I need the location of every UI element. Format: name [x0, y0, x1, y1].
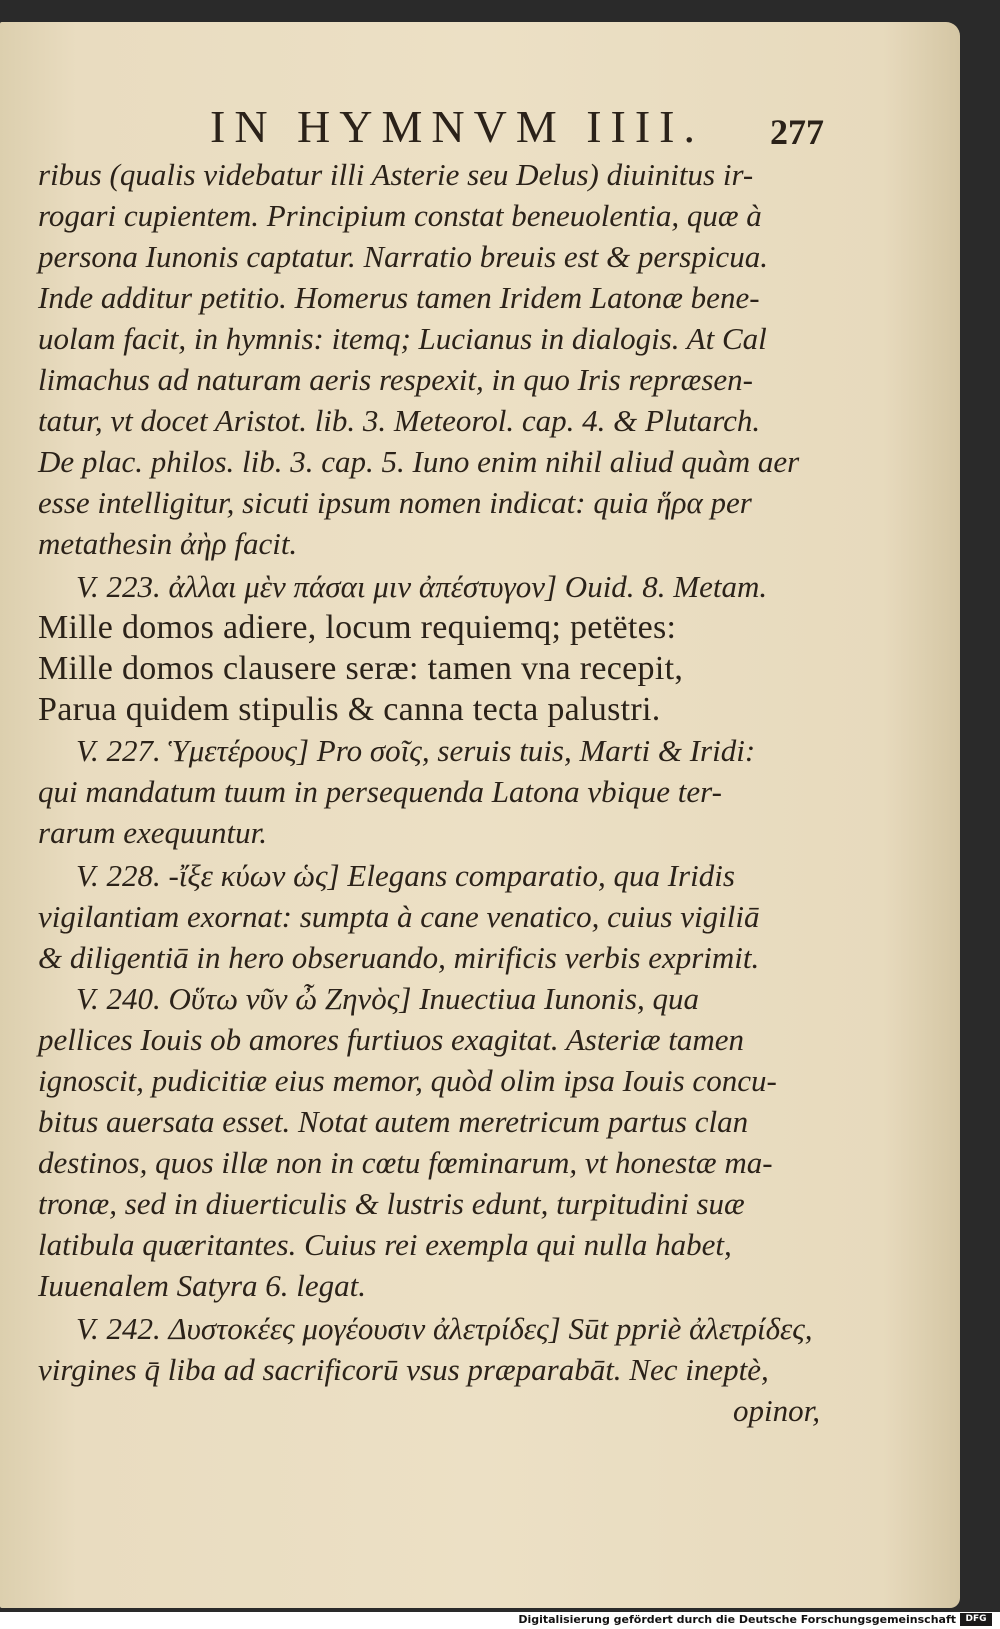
- text-line: tatur, vt docet Aristot. lib. 3. Meteorol. cap. 4. & Plutarch.: [38, 403, 761, 438]
- text-line: qui mandatum tuum in persequenda Latona vbique ter-: [38, 774, 722, 809]
- text-line: vigilantiam exornat: sumpta à cane venatico, cuius vigiliā: [38, 899, 760, 934]
- text-line: latibula quæritantes. Cuius rei exempla qui nulla habet,: [38, 1227, 732, 1262]
- text-line: ignoscit, pudicitiæ eius memor, quòd olim ipsa Iouis concu-: [38, 1063, 777, 1098]
- body-text: [38, 154, 828, 1431]
- catchword: opinor,: [733, 1393, 820, 1428]
- verse-reference: V. 240. Οὕτω νῦν ὦ Ζηνὸς] Inuectiua Iunonis, qua: [76, 981, 700, 1016]
- book-page: [0, 22, 960, 1608]
- text-line: virgines q̄ liba ad sacrificorū vsus præparabāt. Nec ineptè,: [38, 1352, 769, 1387]
- text-line: De plac. philos. lib. 3. cap. 5. Iuno enim nihil aliud quàm aer: [38, 444, 800, 479]
- quoted-verse: Mille domos clausere seræ: tamen vna recepit,: [38, 650, 684, 687]
- page-number: 277: [770, 112, 824, 152]
- funding-credit: Digitalisierung gefördert durch die Deutsche Forschungsgemeinschaft: [518, 1613, 956, 1626]
- page-header: [0, 84, 960, 152]
- text-line: & diligentiā in hero obseruando, mirificis verbis exprimit.: [38, 940, 760, 975]
- verse-reference: V. 223. ἀλλαι μὲν πάσαι μιν ἀπέστυγον] Ouid. 8. Metam.: [76, 569, 768, 604]
- text-line: bitus auersata esset. Notat autem meretricum partus clan: [38, 1104, 749, 1139]
- text-line: destinos, quos illæ non in cœtu fœminarum, vt honestæ ma-: [38, 1145, 773, 1180]
- text-line: limachus ad naturam aeris respexit, in quo Iris repræsen-: [38, 362, 753, 397]
- text-line: metathesin ἀὴρ facit.: [38, 526, 298, 561]
- text-line: esse intelligitur, sicuti ipsum nomen indicat: quia ἥρα per: [38, 485, 752, 520]
- text-line: Inde additur petitio. Homerus tamen Iridem Latonæ bene-: [38, 280, 760, 315]
- verse-reference: V. 228. -ἴξε κύων ὡς] Elegans comparatio, qua Iridis: [76, 858, 735, 893]
- text-line: tronæ, sed in diuerticulis & lustris edunt, turpitudini suæ: [38, 1186, 745, 1221]
- dfg-logo: DFG: [960, 1613, 992, 1626]
- text-line: uolam facit, in hymnis: itemq; Lucianus in dialogis. At Cal: [38, 321, 767, 356]
- text-line: rarum exequuntur.: [38, 815, 268, 850]
- running-title: IN HYMNVM IIII.: [210, 101, 704, 152]
- text-line: rogari cupientem. Principium constat beneuolentia, quæ à: [38, 198, 762, 233]
- text-line: Iuuenalem Satyra 6. legat.: [38, 1268, 367, 1303]
- digitization-footer: [0, 1612, 1000, 1629]
- verse-reference: V. 227. Ὑμετέρους] Pro σοῖς, seruis tuis, Marti & Iridi:: [76, 733, 756, 768]
- quoted-verse: Mille domos adiere, locum requiemq; petëtes:: [38, 609, 677, 646]
- quoted-verse: Parua quidem stipulis & canna tecta palustri.: [38, 691, 661, 728]
- text-line: ribus (qualis videbatur illi Asterie seu Delus) diuinitus ir-: [38, 157, 754, 192]
- text-line: persona Iunonis captatur. Narratio breuis est & perspicua.: [38, 239, 768, 274]
- text-line: pellices Iouis ob amores furtiuos exagitat. Asteriæ tamen: [38, 1022, 745, 1057]
- verse-reference: V. 242. Δυστοκέες μογέουσιν ἀλετρίδες] Sūt ppriè ἀλετρίδες,: [76, 1311, 813, 1346]
